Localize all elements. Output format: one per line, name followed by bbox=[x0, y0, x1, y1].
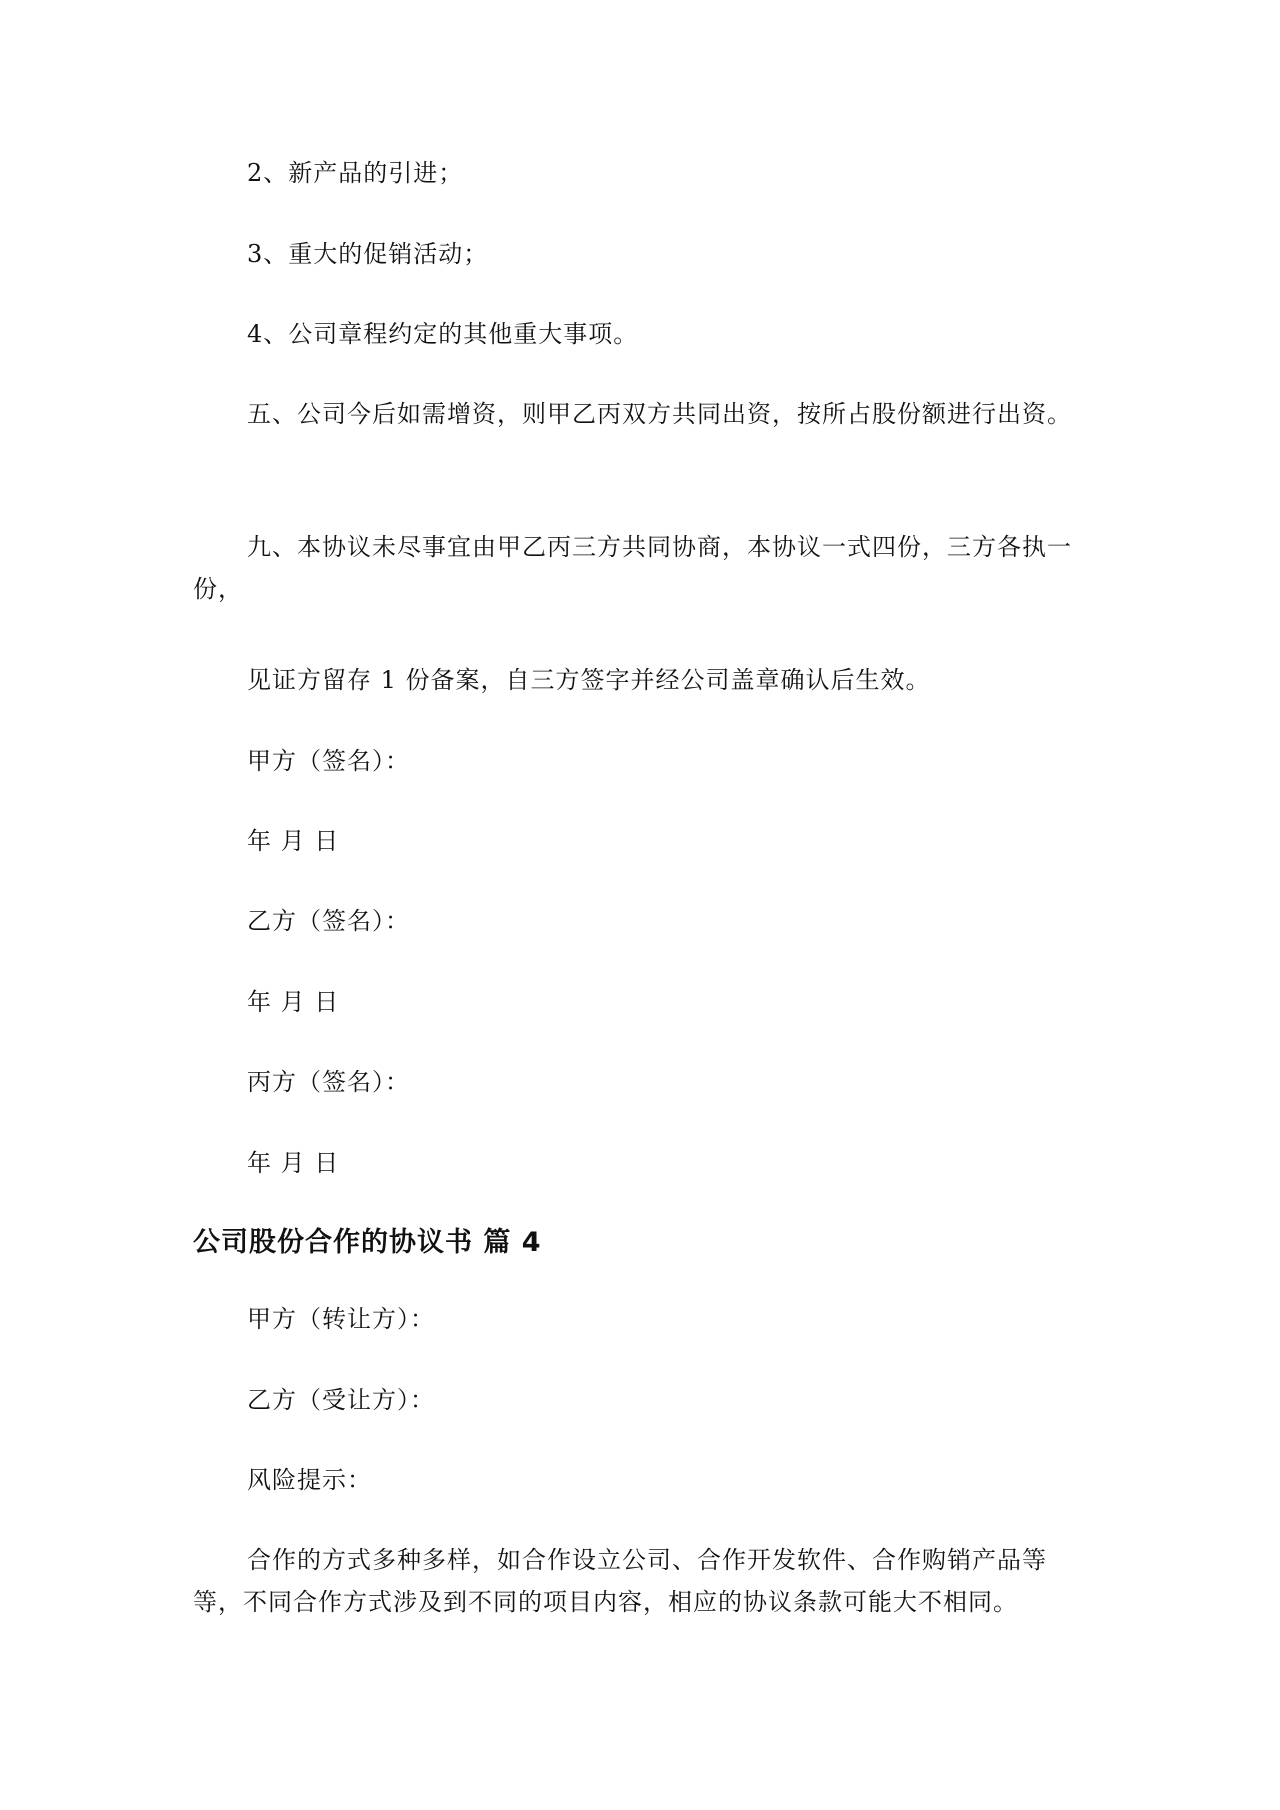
clause-other-matters: 4、公司章程约定的其他重大事项。 bbox=[247, 320, 639, 348]
transferor-line: 甲方（转让方）： bbox=[247, 1305, 435, 1333]
transferee-line: 乙方（受让方）： bbox=[247, 1386, 435, 1414]
clause-capital-increase: 五、公司今后如需增资，则甲乙丙双方共同出资，按所占股份额进行出资。 bbox=[247, 400, 1072, 428]
risk-notice-label: 风险提示： bbox=[247, 1466, 372, 1494]
clause-witness-copy: 见证方留存 1 份备案，自三方签字并经公司盖章确认后生效。 bbox=[247, 666, 931, 694]
clause-new-products: 2、新产品的引进； bbox=[247, 159, 464, 187]
party-b-date: 年 月 日 bbox=[247, 988, 340, 1016]
party-c-date: 年 月 日 bbox=[247, 1149, 340, 1177]
party-c-signature: 丙方（签名）： bbox=[247, 1068, 410, 1096]
party-b-signature: 乙方（签名）： bbox=[247, 907, 410, 935]
party-a-signature: 甲方（签名）： bbox=[247, 747, 410, 775]
cooperation-methods-paragraph: 合作的方式多种多样，如合作设立公司、合作开发软件、合作购销产品等等，不同合作方式涉及到不同的项目内容，相应的协议条款可能大不相同。 bbox=[193, 1546, 1047, 1616]
clause-promotions: 3、重大的促销活动； bbox=[247, 240, 489, 268]
section-heading: 公司股份合作的协议书 篇 4 bbox=[193, 1227, 542, 1258]
party-a-date: 年 月 日 bbox=[247, 827, 340, 855]
clause-unresolved-matters: 九、本协议未尽事宜由甲乙丙三方共同协商，本协议一式四份，三方各执一份， bbox=[193, 533, 1072, 603]
